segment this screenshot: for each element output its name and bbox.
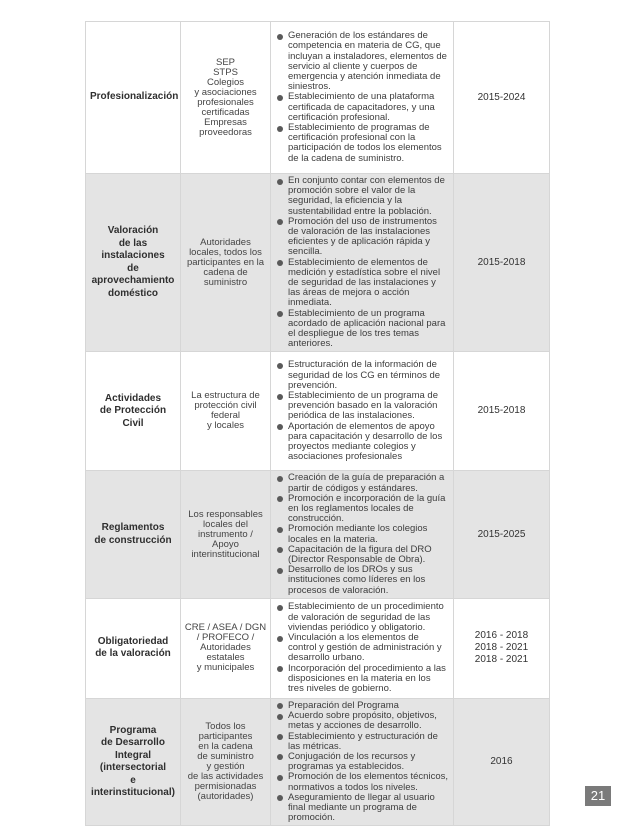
table-row-obligatoriedad [86,598,550,698]
action-item: Establecimiento de un procedimiento de valoración de seguridad de las viviendas periódico y obligatorio. [277,602,449,633]
table-row-reglamentos [86,471,550,598]
action-item: Preparación del Programa [277,701,449,711]
action-item: Establecimiento de un programa de prevención basado en la valoración periódica de las instalaciones. [277,391,449,422]
actions-table [85,21,550,826]
action-item: Acuerdo sobre propósito, objetivos, metas y acciones de desarrollo. [277,711,449,731]
action-item: Establecimiento y estructuración de las métricas. [277,732,449,752]
action-item: Promoción del uso de instrumentos de valoración de las instalaciones eficientes y de aplicación rápida y sencilla. [277,217,449,258]
action-item: Promoción de los elementos técnicos, normativos a todos los niveles. [277,772,449,792]
actors-cell: La estructura de protección civil federal y locales [181,352,271,471]
table-row-profesionalizacion [86,22,550,174]
actors-cell: Los responsables locales del instrumento / Apoyo interinstitucional [181,471,271,598]
category-cell: Valoración de las instalaciones de aprovechamiento doméstico [86,174,181,352]
table-row-programa [86,698,550,825]
table-row-valoracion [86,174,550,352]
actions-cell [271,352,454,471]
actions-cell [271,598,454,698]
action-item: Conjugación de los recursos y programas ya establecidos. [277,752,449,772]
action-item: Establecimiento de elementos de medición y estadística sobre el nivel de seguridad de las instalaciones y las áreas de mejora o acción inmediata. [277,258,449,309]
action-item: Estructuración de la información de seguridad de los CG en términos de prevención. [277,360,449,391]
actors-cell: Autoridades locales, todos los participantes en la cadena de suministro [181,174,271,352]
actions-cell [271,471,454,598]
action-item: Establecimiento de un programa acordado de aplicación nacional para el despliegue de los tres temas anteriores. [277,309,449,350]
period-cell: 2015-2025 [454,471,550,598]
period-cell: 2015-2024 [454,22,550,174]
action-item: Vinculación a los elementos de control y gestión de administración y desarrollo urbano. [277,633,449,664]
action-item: En conjunto contar con elementos de promoción sobre el valor de la seguridad, la eficiencia y la sustentabilidad entre la población. [277,176,449,217]
category-cell: Obligatoriedad de la valoración [86,598,181,698]
category-cell: Profesionalización [86,22,181,174]
actors-cell: SEP STPS Colegios y asociaciones profesionales certificadas Empresas proveedoras [181,22,271,174]
action-item: Desarrollo de los DROs y sus instituciones como líderes en los procesos de valoración. [277,565,449,596]
category-cell: Reglamentos de construcción [86,471,181,598]
period-cell: 2016 - 2018 2018 - 2021 2018 - 2021 [454,598,550,698]
period-cell: 2016 [454,698,550,825]
period-cell: 2015-2018 [454,352,550,471]
action-item: Aportación de elementos de apoyo para capacitación y desarrollo de los proyectos mediante colegios y asociaciones profesionales [277,422,449,463]
actions-cell [271,22,454,174]
page-number: 21 [585,786,611,806]
action-item: Capacitación de la figura del DRO (Director Responsable de Obra). [277,545,449,565]
action-item: Generación de los estándares de competencia en materia de CG, que incluyan a instaladores, elementos de servicio al cliente y cuerpos de emergencia y atención inmediata de siniestros. [277,31,449,92]
action-item: Creación de la guía de preparación a partir de códigos y estándares. [277,473,449,493]
actions-cell [271,174,454,352]
action-item: Incorporación del procedimiento a las disposiciones en la materia en los tres niveles de gobierno. [277,664,449,695]
action-item: Establecimiento de programas de certificación profesional con la participación de todos los elementos de la cadena de suministro. [277,123,449,164]
action-item: Promoción e incorporación de la guía en los reglamentos locales de construcción. [277,494,449,525]
table-row-proteccion-civil [86,352,550,471]
action-item: Promoción mediante los colegios locales en la materia. [277,524,449,544]
actions-cell [271,698,454,825]
category-cell: Actividades de Protección Civil [86,352,181,471]
category-cell: Programa de Desarrollo Integral (intersectorial e interinstitucional) [86,698,181,825]
action-item: Aseguramiento de llegar al usuario final mediante un programa de promoción. [277,793,449,824]
actors-cell: Todos los participantes en la cadena de suministro y gestión de las actividades permisionadas (autoridades) [181,698,271,825]
action-item: Establecimiento de una plataforma certificada de capacitadores, y una certificación profesional. [277,92,449,123]
period-cell: 2015-2018 [454,174,550,352]
actors-cell: CRE / ASEA / DGN / PROFECO / Autoridades estatales y municipales [181,598,271,698]
